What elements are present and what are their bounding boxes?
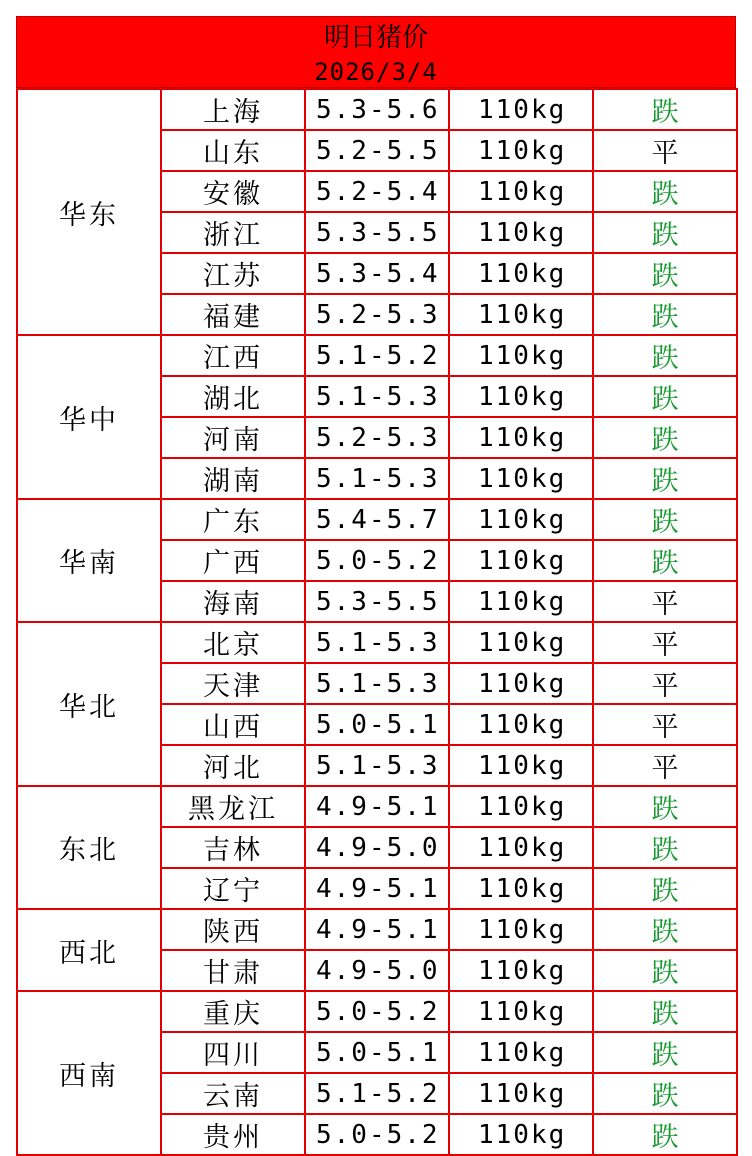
weight-cell: 110kg <box>449 458 593 499</box>
price-cell: 4.9-5.1 <box>305 909 449 950</box>
table-row <box>17 909 737 950</box>
sheet-header <box>16 16 736 88</box>
trend-cell: 跌 <box>593 991 737 1032</box>
weight-cell: 110kg <box>449 1073 593 1114</box>
price-cell: 5.0-5.2 <box>305 540 449 581</box>
price-cell: 5.2-5.3 <box>305 417 449 458</box>
weight-cell: 110kg <box>449 335 593 376</box>
province-cell: 山西 <box>161 704 305 745</box>
region-cell: 华中 <box>17 335 161 499</box>
trend-cell: 跌 <box>593 1073 737 1114</box>
trend-cell: 跌 <box>593 458 737 499</box>
weight-cell: 110kg <box>449 253 593 294</box>
province-cell: 四川 <box>161 1032 305 1073</box>
trend-cell: 跌 <box>593 417 737 458</box>
province-cell: 安徽 <box>161 171 305 212</box>
region-cell: 西北 <box>17 909 161 991</box>
province-cell: 吉林 <box>161 827 305 868</box>
trend-cell: 跌 <box>593 909 737 950</box>
province-cell: 江西 <box>161 335 305 376</box>
region-cell: 华北 <box>17 622 161 786</box>
trend-cell: 平 <box>593 130 737 171</box>
price-table <box>16 88 738 1156</box>
trend-cell: 跌 <box>593 335 737 376</box>
trend-cell: 跌 <box>593 294 737 335</box>
price-cell: 5.1-5.3 <box>305 622 449 663</box>
price-cell: 5.0-5.1 <box>305 1032 449 1073</box>
province-cell: 海南 <box>161 581 305 622</box>
trend-cell: 跌 <box>593 499 737 540</box>
price-cell: 5.2-5.5 <box>305 130 449 171</box>
price-cell: 5.4-5.7 <box>305 499 449 540</box>
price-cell: 5.3-5.5 <box>305 212 449 253</box>
weight-cell: 110kg <box>449 376 593 417</box>
price-cell: 5.1-5.3 <box>305 663 449 704</box>
province-cell: 北京 <box>161 622 305 663</box>
weight-cell: 110kg <box>449 786 593 827</box>
price-cell: 4.9-5.1 <box>305 868 449 909</box>
region-cell: 华南 <box>17 499 161 622</box>
price-cell: 4.9-5.1 <box>305 786 449 827</box>
price-cell: 5.1-5.2 <box>305 335 449 376</box>
table-row <box>17 786 737 827</box>
weight-cell: 110kg <box>449 540 593 581</box>
trend-cell: 跌 <box>593 1114 737 1155</box>
price-cell: 5.1-5.2 <box>305 1073 449 1114</box>
price-cell: 5.1-5.3 <box>305 458 449 499</box>
weight-cell: 110kg <box>449 909 593 950</box>
weight-cell: 110kg <box>449 294 593 335</box>
price-cell: 5.1-5.3 <box>305 745 449 786</box>
price-cell: 5.3-5.4 <box>305 253 449 294</box>
region-cell: 西南 <box>17 991 161 1155</box>
weight-cell: 110kg <box>449 827 593 868</box>
price-cell: 5.2-5.4 <box>305 171 449 212</box>
sheet-date: 2026/3/4 <box>314 58 438 86</box>
province-cell: 甘肃 <box>161 950 305 991</box>
province-cell: 湖北 <box>161 376 305 417</box>
trend-cell: 跌 <box>593 89 737 130</box>
province-cell: 广东 <box>161 499 305 540</box>
trend-cell: 平 <box>593 663 737 704</box>
trend-cell: 平 <box>593 745 737 786</box>
price-cell: 4.9-5.0 <box>305 950 449 991</box>
region-cell: 东北 <box>17 786 161 909</box>
weight-cell: 110kg <box>449 1032 593 1073</box>
province-cell: 浙江 <box>161 212 305 253</box>
province-cell: 天津 <box>161 663 305 704</box>
price-cell: 5.1-5.3 <box>305 376 449 417</box>
trend-cell: 跌 <box>593 950 737 991</box>
weight-cell: 110kg <box>449 622 593 663</box>
weight-cell: 110kg <box>449 745 593 786</box>
province-cell: 广西 <box>161 540 305 581</box>
weight-cell: 110kg <box>449 704 593 745</box>
price-sheet <box>16 16 736 1156</box>
price-cell: 5.0-5.2 <box>305 991 449 1032</box>
price-table-body <box>17 89 737 1155</box>
province-cell: 江苏 <box>161 253 305 294</box>
weight-cell: 110kg <box>449 89 593 130</box>
table-row <box>17 89 737 130</box>
trend-cell: 跌 <box>593 786 737 827</box>
weight-cell: 110kg <box>449 130 593 171</box>
trend-cell: 跌 <box>593 540 737 581</box>
table-row <box>17 622 737 663</box>
weight-cell: 110kg <box>449 1114 593 1155</box>
weight-cell: 110kg <box>449 663 593 704</box>
weight-cell: 110kg <box>449 417 593 458</box>
province-cell: 河南 <box>161 417 305 458</box>
trend-cell: 跌 <box>593 253 737 294</box>
trend-cell: 平 <box>593 704 737 745</box>
province-cell: 山东 <box>161 130 305 171</box>
province-cell: 河北 <box>161 745 305 786</box>
province-cell: 辽宁 <box>161 868 305 909</box>
sheet-title: 明日猪价 <box>323 23 428 53</box>
trend-cell: 跌 <box>593 827 737 868</box>
province-cell: 黑龙江 <box>161 786 305 827</box>
price-cell: 5.0-5.1 <box>305 704 449 745</box>
trend-cell: 跌 <box>593 868 737 909</box>
table-row <box>17 991 737 1032</box>
trend-cell: 跌 <box>593 376 737 417</box>
weight-cell: 110kg <box>449 212 593 253</box>
region-cell: 华东 <box>17 89 161 335</box>
province-cell: 贵州 <box>161 1114 305 1155</box>
table-row <box>17 499 737 540</box>
trend-cell: 跌 <box>593 1032 737 1073</box>
weight-cell: 110kg <box>449 868 593 909</box>
province-cell: 陕西 <box>161 909 305 950</box>
weight-cell: 110kg <box>449 950 593 991</box>
province-cell: 重庆 <box>161 991 305 1032</box>
price-cell: 5.0-5.2 <box>305 1114 449 1155</box>
price-cell: 5.2-5.3 <box>305 294 449 335</box>
price-cell: 5.3-5.6 <box>305 89 449 130</box>
province-cell: 上海 <box>161 89 305 130</box>
weight-cell: 110kg <box>449 991 593 1032</box>
price-cell: 4.9-5.0 <box>305 827 449 868</box>
trend-cell: 跌 <box>593 212 737 253</box>
weight-cell: 110kg <box>449 581 593 622</box>
table-row <box>17 335 737 376</box>
trend-cell: 平 <box>593 581 737 622</box>
trend-cell: 跌 <box>593 171 737 212</box>
province-cell: 福建 <box>161 294 305 335</box>
province-cell: 湖南 <box>161 458 305 499</box>
province-cell: 云南 <box>161 1073 305 1114</box>
price-cell: 5.3-5.5 <box>305 581 449 622</box>
weight-cell: 110kg <box>449 499 593 540</box>
trend-cell: 平 <box>593 622 737 663</box>
weight-cell: 110kg <box>449 171 593 212</box>
